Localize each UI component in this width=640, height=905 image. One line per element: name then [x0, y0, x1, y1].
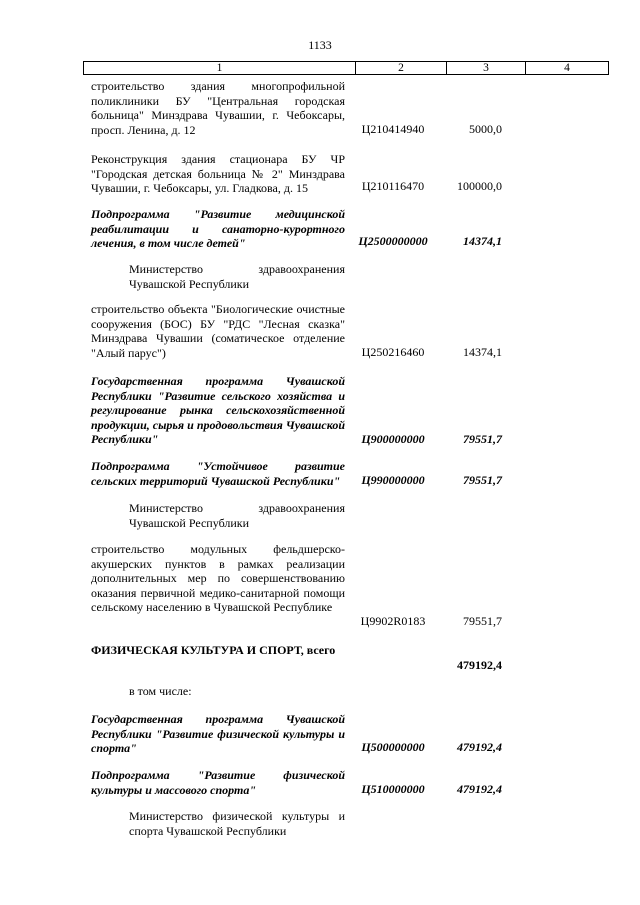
- row-name: Государственная программа Чувашской Республики "Развитие сельского хозяйства и регулирование рынка сельскохозяйственной продукции, сырья и продовольствия Чувашской Республики": [91, 374, 345, 446]
- row-code: Ц900000000: [361, 432, 425, 446]
- header-col-4: 4: [564, 62, 570, 74]
- row-amount: 79551,7: [463, 432, 502, 446]
- row-name: Подпрограмма "Устойчивое развитие сельских территорий Чувашской Республики": [91, 459, 345, 488]
- row-amount: 479192,4: [457, 782, 502, 796]
- row-name: Реконструкция здания стационара БУ ЧР "Городская детская больница № 2" Минздрава Чувашии, г. Чебоксары, ул. Гладкова, д. 15: [91, 152, 345, 195]
- page-number: 1133: [308, 38, 332, 52]
- row-name: Министерство здравоохранения Чувашской Республики: [129, 262, 345, 291]
- row-code: Ц210116470: [361, 179, 425, 193]
- row-name: ФИЗИЧЕСКАЯ КУЛЬТУРА И СПОРТ, всего: [91, 643, 336, 657]
- row-code: Ц2500000000: [358, 234, 428, 248]
- row-name: в том числе:: [129, 684, 192, 698]
- row-name: строительство объекта "Биологические очистные сооружения (БОС) БУ "РДС "Лесная сказка" Минздрава Чувашии (соматическое отделение "Алый парус"): [91, 302, 345, 360]
- row-amount: 79551,7: [463, 614, 502, 628]
- row-code: Ц9902R0183: [360, 614, 426, 628]
- row-name: Министерство физической культуры и спорта Чувашской Республики: [129, 809, 345, 838]
- row-name: строительство модульных фельдшерско-акушерских пунктов в рамках реализации дополнительных мер по совершенствованию оказания первичной медико-санитарной помощи сельскому населению в Чувашской Республике: [91, 542, 345, 614]
- row-name: Подпрограмма "Развитие медицинской реабилитации и санаторно-курортного лечения, в том числе детей": [91, 207, 345, 250]
- row-amount: 5000,0: [469, 122, 502, 136]
- row-name: строительство здания многопрофильной поликлиники БУ "Центральная городская больница" Минздрава Чувашии, г. Чебоксары, просп. Ленина, д. 12: [91, 79, 345, 137]
- header-col-3: 3: [483, 62, 489, 74]
- row-code: Ц990000000: [361, 473, 425, 487]
- row-amount: 479192,4: [457, 740, 502, 754]
- table-header: [83, 61, 609, 75]
- row-code: Ц510000000: [361, 782, 425, 796]
- row-amount: 14374,1: [463, 345, 502, 359]
- row-name: Подпрограмма "Развитие физической культуры и массового спорта": [91, 768, 345, 797]
- row-code: Ц250216460: [361, 345, 425, 359]
- row-code: Ц500000000: [361, 740, 425, 754]
- row-amount: 479192,4: [457, 658, 502, 672]
- header-col-2: 2: [398, 62, 404, 74]
- row-amount: 100000,0: [457, 179, 502, 193]
- row-amount: 14374,1: [463, 234, 502, 248]
- row-name: Министерство здравоохранения Чувашской Республики: [129, 501, 345, 530]
- header-col-1: 1: [216, 62, 223, 74]
- row-name: Государственная программа Чувашской Республики "Развитие физической культуры и спорта": [91, 712, 345, 755]
- row-code: Ц210414940: [361, 122, 425, 136]
- row-amount: 79551,7: [463, 473, 502, 487]
